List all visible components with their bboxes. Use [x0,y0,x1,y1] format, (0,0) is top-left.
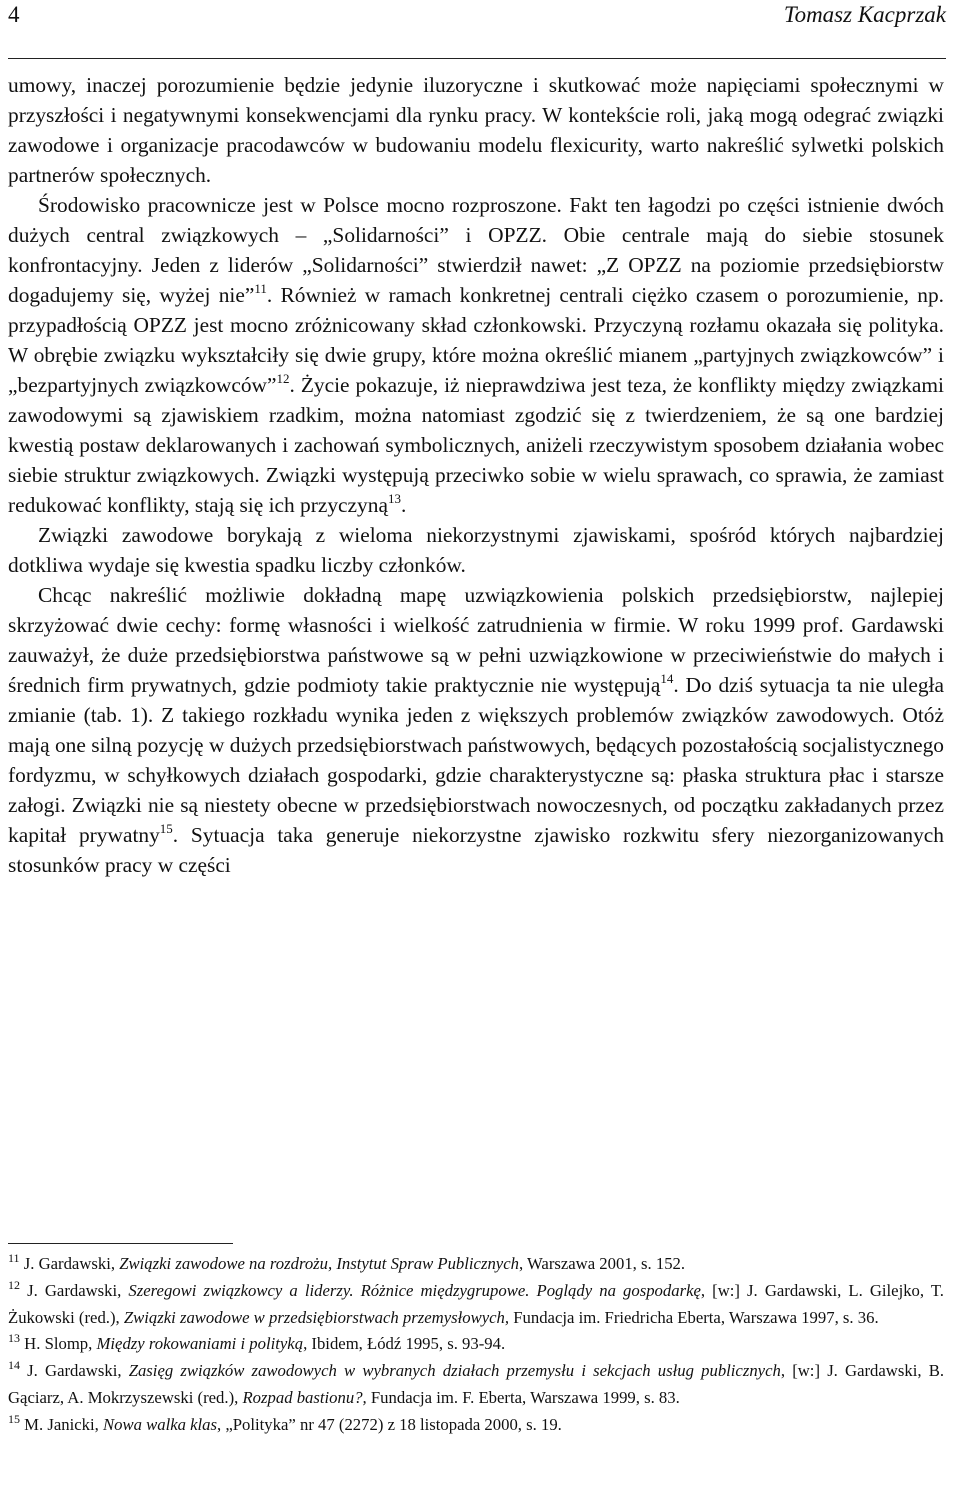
footnote-number: 12 [8,1277,20,1292]
footnote-ref: 14 [660,671,674,686]
footnote [8,1251,944,1278]
footnote-text: M. Janicki, [20,1414,103,1434]
footnote-title: Rozpad bastionu?, [242,1387,367,1407]
paragraph [8,520,944,580]
paragraph-text: . [400,493,407,517]
page-number: 4 [8,2,20,27]
page-header [8,0,946,59]
footnote-text: , [w:] J. Gardawski, L. Gilejko, T. Żukowski (red.), [8,1280,944,1327]
footnote-title: Związki zawodowe w przedsiębiorstwach przemysłowych, [123,1307,510,1327]
footnote-ref: 11 [254,281,267,296]
footnote-title: Między rokowaniami i polityką [96,1334,304,1354]
footnote-text: J. Gardawski, [20,1361,129,1381]
footnote-text: , „Polityka” nr 47 (2272) z 18 listopada 2000, s. 19. [217,1414,562,1434]
footnote-text: J. Gardawski, [19,1254,120,1273]
footnote [8,1278,944,1332]
footnote-text: J. Gardawski, [20,1280,129,1300]
footnote [8,1412,944,1439]
footnote-title: Związki zawodowe na rozdrożu, Instytut Spraw Publicznych [119,1254,519,1273]
running-head-author: Tomasz Kacprzak [783,2,946,27]
paragraph [8,70,944,190]
footnotes [8,1251,944,1439]
footnote-text: Fundacja im. Friedricha Eberta, Warszawa 1997, s. 36. [509,1307,879,1327]
footnote-number: 15 [8,1411,20,1426]
paragraph-text: Związki zawodowe borykają z wieloma niekorzystnymi zjawiskami, spośród których najbardziej dotkliwa wydaje się kwestia spadku liczby członków. [8,523,944,577]
footnote-ref: 12 [276,371,290,386]
footnote-ref: 15 [159,821,173,836]
paragraph-text: umowy, inaczej porozumienie będzie jedynie iluzoryczne i skutkować może napięciami społecznymi w przyszłości i negatywnymi konsekwencjami dla rynku pracy. W kontekście roli, jaką mogą odegrać związki zawodowe i organizacje pracodawców w budowaniu modelu flexicurity, warto nakreślić sylwetki polskich partnerów społecznych. [8,73,944,187]
footnote-text: , Warszawa 2001, s. 152. [518,1254,686,1273]
paragraph-text: . Do dziś sytuacja ta nie uległa zmianie (tab. 1). Z takiego rozkładu wynika jeden z większych problemów związków zawodowych. Otóż mają one silną pozycję w dużych przedsiębiorstwach państwowych, będących pozostałością socjalistycznego fordyzmu, w schyłkowych działach gospodarki, gdzie charakterystyczne są: płaska struktura płac i starsze załogi. Związki nie są niestety obecne w przedsiębiorstwach nowoczesnych, od początku zakładanych przez kapitał prywatny [8,673,944,847]
paragraph-text: Chcąc nakreślić możliwie dokładną mapę uzwiązkowienia polskich przedsiębiorstw, najlepiej skrzyżować dwie cechy: formę własności i wielkość zatrudnienia w firmie. W roku 1999 prof. Gardawski zauważył, że duże przedsiębiorstwa państwowe są w pełni uzwiązkowione w przeciwieństwie do małych i średnich firm prywatnych, gdzie podmioty takie praktycznie nie występują [8,583,944,697]
paragraph [8,580,944,880]
footnote-separator [8,1243,233,1244]
footnote-ref: 13 [387,491,401,506]
footnote-number: 13 [8,1331,20,1346]
footnote [8,1331,944,1358]
footnote [8,1358,944,1412]
paragraph [8,190,944,520]
footnote-number: 11 [8,1251,20,1265]
footnote-title: Nowa walka klas [102,1414,218,1434]
paragraph-text: . Życie pokazuje, iż nieprawdziwa jest teza, że konflikty między związkami zawodowymi są zjawiskiem rzadkim, można natomiast zgodzić się z twierdzeniem, że są one bardziej kwestią postaw deklarowanych i zachowań symbolicznych, aniżeli rzeczywistym sposobem działania wobec siebie struktur związkowych. Związki występują przeciwko sobie w wielu sprawach, co sprawia, że zamiast redukować konflikty, stają się ich przyczyną [8,373,944,517]
footnote-title: Zasięg związków zawodowych w wybranych działach przemysłu i sekcjach usług publicznych [128,1361,781,1381]
paragraph-text: . Sytuacja taka generuje niekorzystne zjawisko rozkwitu sfery niezorganizowanych stosunków pracy w części [8,823,944,877]
footnote-text: , Ibidem, Łódź 1995, s. 93-94. [303,1334,506,1354]
footnote-text: Fundacja im. F. Eberta, Warszawa 1999, s. 83. [366,1387,680,1407]
footnote-number: 14 [8,1358,20,1373]
paragraph-text: . Również w ramach konkretnej centrali ciężko czasem o porozumienie, np. przypadłością OPZZ jest mocno zróżnicowany skład członkowski. Przyczyną rozłamu okazała się polityka. W obrębie związku wykształciły się dwie grupy, które można określić mianem „partyjnych związkowców” i „bezpartyjnych związkowców” [8,283,944,397]
footnote-title: Szeregowi związkowcy a liderzy. Różnice międzygrupowe. Poglądy na gospodarkę [128,1280,701,1300]
footnote-text: H. Slomp, [20,1334,97,1354]
footnote-text: , [w:] J. Gardawski, B. Gąciarz, A. Mokrzyszewski (red.), [8,1361,944,1407]
paragraph-text: Środowisko pracownicze jest w Polsce mocno rozproszone. Fakt ten łagodzi po części istnienie dwóch dużych central związkowych – „Solidarności” i OPZZ. Obie centrale mają do siebie stosunek konfrontacyjny. Jeden z liderów „Solidarności” stwierdził nawet: „Z OPZZ na poziomie przedsiębiorstw dogadujemy się, wyżej nie” [8,193,944,307]
main-text [8,70,944,880]
